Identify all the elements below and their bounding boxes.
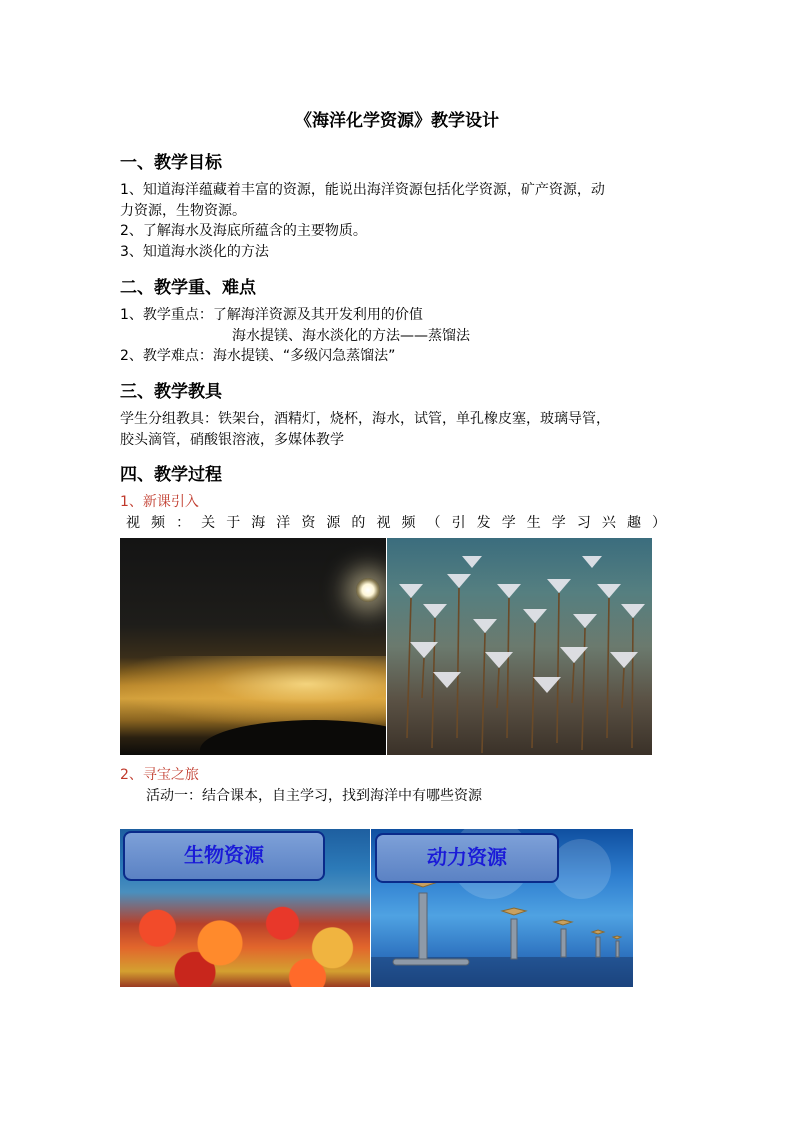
sunset-photo <box>120 538 386 755</box>
goals-line-2: 力资源，生物资源。 <box>120 203 246 219</box>
label-power-resources: 动力资源 <box>375 833 559 883</box>
char: ） <box>651 515 666 531</box>
char: 关 <box>201 515 216 531</box>
sunlight-reflection <box>120 656 386 726</box>
goals-line-3: 2、了解海水及海底所蕴含的主要物质。 <box>120 223 367 239</box>
key-points-line-3: 2、教学难点：海水提镁、“多级闪急蒸馏法” <box>120 348 396 364</box>
tools-line-2: 胶头滴管，硝酸银溶液，多媒体教学 <box>120 432 344 448</box>
char: 源 <box>326 515 341 531</box>
feather-worms-photo <box>387 538 652 755</box>
char: 频 <box>401 515 416 531</box>
goals-line-4: 3、知道海水淡化的方法 <box>120 244 269 260</box>
goals-line-1: 1、知道海洋蕴藏着丰富的资源，能说出海洋资源包括化学资源，矿产资源，动 <box>120 182 605 198</box>
char: 兴 <box>601 515 616 531</box>
heading-teaching-goals: 一、教学目标 <box>120 153 222 173</box>
char: （ <box>426 515 441 531</box>
char: 学 <box>551 515 566 531</box>
char: 发 <box>476 515 491 531</box>
document-title: 《海洋化学资源》教学设计 <box>295 111 499 131</box>
heading-teaching-tools: 三、教学教具 <box>120 382 222 402</box>
coral-reef <box>120 889 370 987</box>
char: 学 <box>501 515 516 531</box>
sun <box>356 578 380 602</box>
char: 于 <box>226 515 241 531</box>
key-points-line-1: 1、教学重点：了解海洋资源及其开发利用的价值 <box>120 307 423 323</box>
char: 洋 <box>276 515 291 531</box>
char: 视 <box>376 515 391 531</box>
char: 趣 <box>626 515 641 531</box>
char: 习 <box>576 515 591 531</box>
char: 视 <box>126 515 140 531</box>
step1-description <box>126 513 666 533</box>
tools-line-1: 学生分组教具：铁架台，酒精灯，烧杯，海水，试管，单孔橡皮塞，玻璃导管， <box>120 411 610 427</box>
label-biological-resources: 生物资源 <box>123 831 325 881</box>
step2-title: 2、寻宝之旅 <box>120 767 199 783</box>
char: 海 <box>251 515 266 531</box>
step1-title: 1、新课引入 <box>120 494 199 510</box>
char: 生 <box>526 515 541 531</box>
char: 资 <box>301 515 316 531</box>
heading-teaching-process: 四、教学过程 <box>120 465 222 485</box>
feather-worms-illustration <box>387 538 652 755</box>
char: 引 <box>451 515 466 531</box>
char: ： <box>176 515 191 531</box>
char: 的 <box>351 515 366 531</box>
key-points-line-2: 海水提镁、海水淡化的方法——蒸馏法 <box>232 328 470 344</box>
char: 频 <box>151 515 166 531</box>
heading-key-points: 二、教学重、难点 <box>120 278 256 298</box>
step2-activity: 活动一：结合课本，自主学习，找到海洋中有哪些资源 <box>146 788 482 804</box>
